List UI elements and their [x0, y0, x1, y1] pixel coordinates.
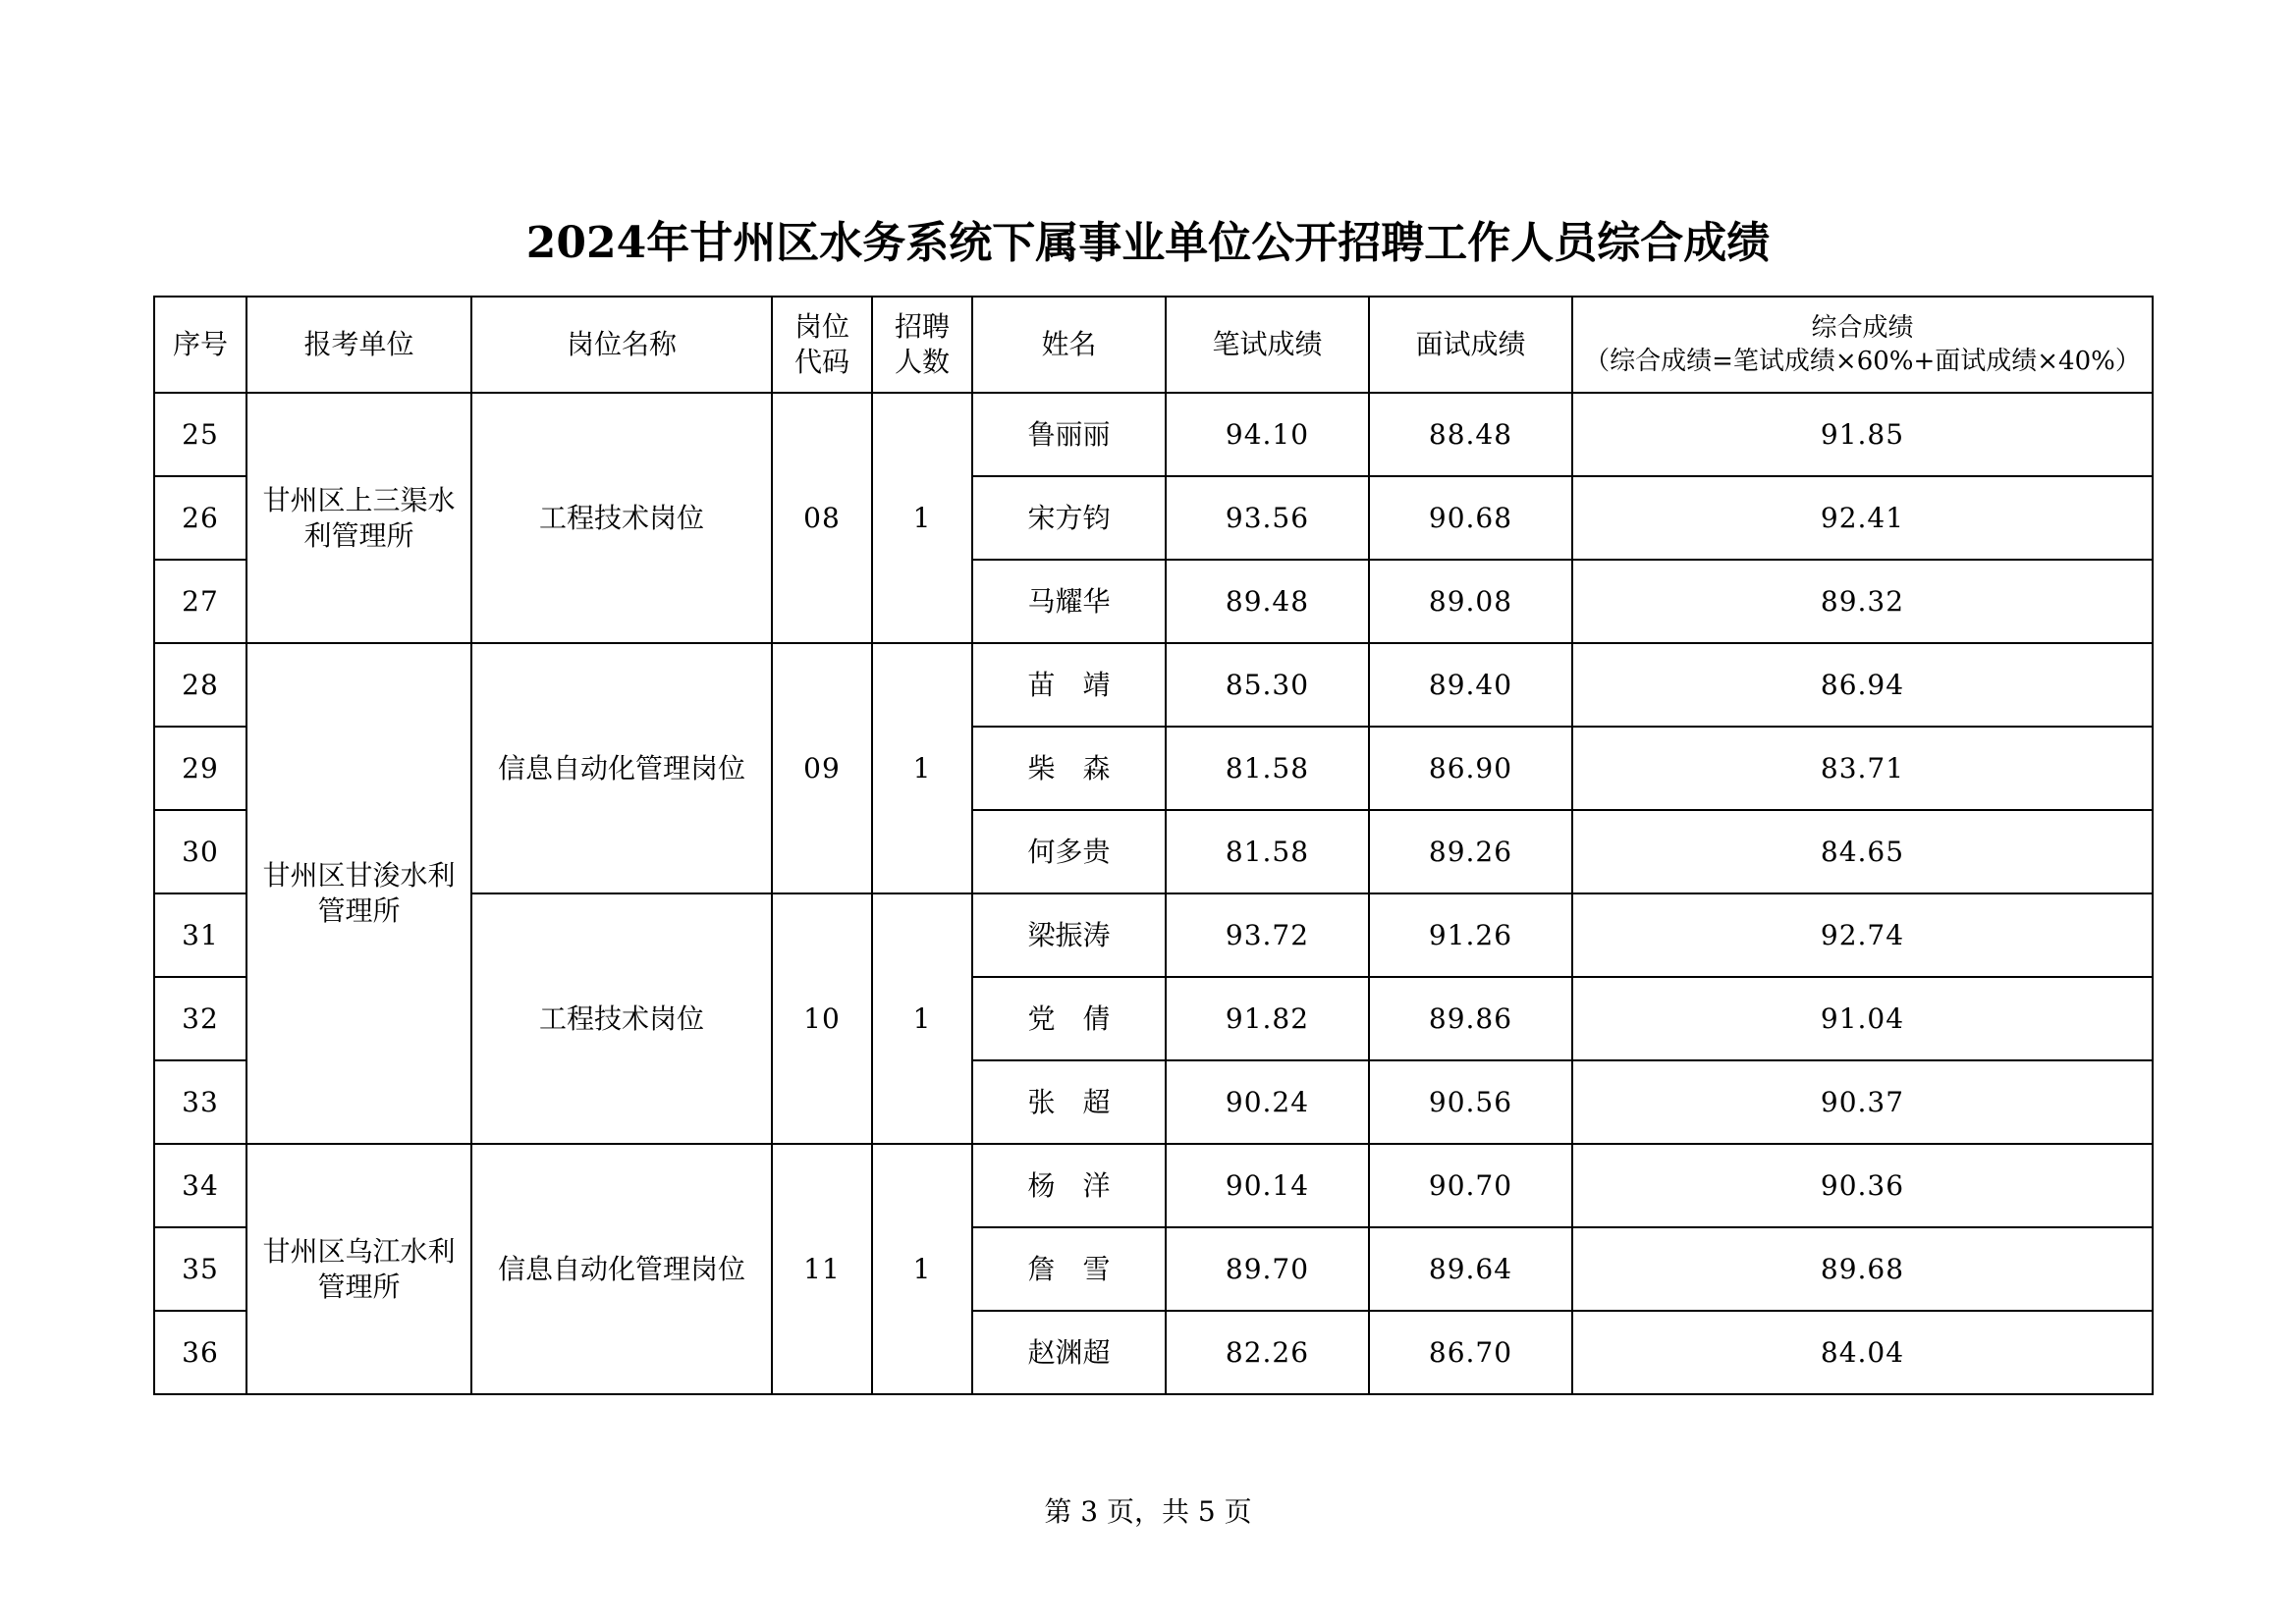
- header-quota-label: 招聘人数: [894, 310, 950, 378]
- header-code: [772, 297, 872, 393]
- cell-unit: [246, 393, 471, 643]
- cell-unit: [246, 643, 471, 1144]
- header-position: 岗位名称: [471, 297, 772, 393]
- cell-name: 苗 靖: [972, 643, 1166, 727]
- cell-seq: 32: [154, 977, 246, 1060]
- cell-name: 宋方钧: [972, 476, 1166, 560]
- cell-name: 张 超: [972, 1060, 1166, 1144]
- cell-quota: 1: [872, 393, 972, 643]
- header-quota: [872, 297, 972, 393]
- cell-interview: 90.68: [1369, 476, 1572, 560]
- cell-name: 马耀华: [972, 560, 1166, 643]
- cell-written: 89.70: [1166, 1227, 1369, 1311]
- cell-interview: 86.90: [1369, 727, 1572, 810]
- header-written: 笔试成绩: [1166, 297, 1369, 393]
- cell-seq: 30: [154, 810, 246, 893]
- cell-written: 91.82: [1166, 977, 1369, 1060]
- cell-total: 90.36: [1572, 1144, 2153, 1227]
- scores-table: [153, 296, 2154, 1395]
- cell-interview: 89.86: [1369, 977, 1572, 1060]
- cell-code: 09: [772, 643, 872, 893]
- cell-name: 鲁丽丽: [972, 393, 1166, 476]
- cell-seq: 31: [154, 893, 246, 977]
- cell-written: 93.56: [1166, 476, 1369, 560]
- cell-total: 91.04: [1572, 977, 2153, 1060]
- cell-seq: 25: [154, 393, 246, 476]
- cell-name: 杨 洋: [972, 1144, 1166, 1227]
- cell-total: 89.68: [1572, 1227, 2153, 1311]
- document-title: 2024年甘州区水务系统下属事业单位公开招聘工作人员综合成绩: [525, 218, 1771, 268]
- cell-total: 89.32: [1572, 560, 2153, 643]
- cell-seq: 35: [154, 1227, 246, 1311]
- cell-seq: 28: [154, 643, 246, 727]
- cell-unit: [246, 1144, 471, 1394]
- cell-written: 90.14: [1166, 1144, 1369, 1227]
- header-code-label: 岗位代码: [793, 310, 849, 378]
- cell-name: 詹 雪: [972, 1227, 1166, 1311]
- cell-seq: 26: [154, 476, 246, 560]
- cell-written: 93.72: [1166, 893, 1369, 977]
- cell-interview: 86.70: [1369, 1311, 1572, 1394]
- cell-total: 92.41: [1572, 476, 2153, 560]
- header-total: [1572, 297, 2153, 393]
- cell-written: 82.26: [1166, 1311, 1369, 1394]
- cell-position: 工程技术岗位: [471, 893, 772, 1144]
- cell-name: 赵渊超: [972, 1311, 1166, 1394]
- header-total-formula: （综合成绩=笔试成绩×60%+面试成绩×40%）: [1584, 347, 2141, 376]
- cell-name: 梁振涛: [972, 893, 1166, 977]
- cell-seq: 29: [154, 727, 246, 810]
- cell-interview: 91.26: [1369, 893, 1572, 977]
- table-header-row: [154, 297, 2153, 393]
- cell-interview: 89.08: [1369, 560, 1572, 643]
- cell-interview: 89.64: [1369, 1227, 1572, 1311]
- cell-total: 92.74: [1572, 893, 2153, 977]
- cell-seq: 33: [154, 1060, 246, 1144]
- cell-total: 83.71: [1572, 727, 2153, 810]
- cell-unit-text: 甘州区乌江水利管理所: [262, 1234, 456, 1303]
- cell-interview: 89.40: [1369, 643, 1572, 727]
- page-number: 第 3 页，共 5 页: [1044, 1495, 1252, 1528]
- header-seq: 序号: [154, 297, 246, 393]
- cell-total: 84.65: [1572, 810, 2153, 893]
- cell-total: 84.04: [1572, 1311, 2153, 1394]
- cell-seq: 27: [154, 560, 246, 643]
- cell-total: 90.37: [1572, 1060, 2153, 1144]
- cell-position: 信息自动化管理岗位: [471, 643, 772, 893]
- table-row: [154, 643, 2153, 727]
- cell-total: 86.94: [1572, 643, 2153, 727]
- cell-written: 81.58: [1166, 727, 1369, 810]
- cell-written: 90.24: [1166, 1060, 1369, 1144]
- cell-name: 何多贵: [972, 810, 1166, 893]
- cell-written: 85.30: [1166, 643, 1369, 727]
- cell-code: 11: [772, 1144, 872, 1394]
- cell-seq: 36: [154, 1311, 246, 1394]
- cell-unit-text: 甘州区甘浚水利管理所: [262, 859, 456, 927]
- cell-unit-text: 甘州区上三渠水利管理所: [262, 483, 456, 552]
- cell-total: 91.85: [1572, 393, 2153, 476]
- cell-interview: 90.70: [1369, 1144, 1572, 1227]
- cell-interview: 90.56: [1369, 1060, 1572, 1144]
- cell-written: 89.48: [1166, 560, 1369, 643]
- cell-interview: 89.26: [1369, 810, 1572, 893]
- cell-quota: 1: [872, 893, 972, 1144]
- cell-position: 工程技术岗位: [471, 393, 772, 643]
- cell-written: 81.58: [1166, 810, 1369, 893]
- table-row: [154, 1144, 2153, 1227]
- header-interview: 面试成绩: [1369, 297, 1572, 393]
- cell-interview: 88.48: [1369, 393, 1572, 476]
- cell-written: 94.10: [1166, 393, 1369, 476]
- cell-name: 柴 森: [972, 727, 1166, 810]
- cell-quota: 1: [872, 643, 972, 893]
- cell-quota: 1: [872, 1144, 972, 1394]
- cell-code: 08: [772, 393, 872, 643]
- cell-code: 10: [772, 893, 872, 1144]
- cell-seq: 34: [154, 1144, 246, 1227]
- header-unit: 报考单位: [246, 297, 471, 393]
- cell-name: 党 倩: [972, 977, 1166, 1060]
- header-name: 姓名: [972, 297, 1166, 393]
- header-total-label: 综合成绩: [1811, 313, 1914, 343]
- cell-position: 信息自动化管理岗位: [471, 1144, 772, 1394]
- table-row: [154, 393, 2153, 476]
